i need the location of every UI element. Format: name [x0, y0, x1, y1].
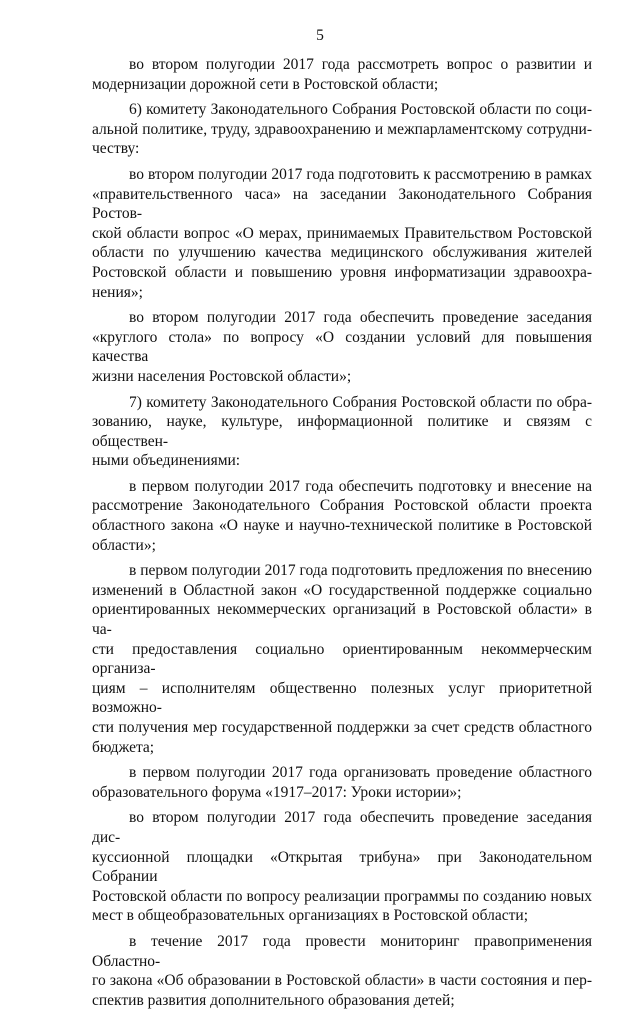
paragraph-line: 7) комитету Законодательного Собрания Ростовской области по обра- — [129, 393, 592, 411]
paragraph-line: жизни населения Ростовской области»; — [92, 367, 352, 385]
paragraph-line: альной политике, труду, здравоохранению и межпарламентскому сотрудни- — [92, 120, 592, 138]
paragraph-line: зованию, науке, культуре, информационной политике и связям с обществен- — [92, 413, 592, 450]
paragraph-line: рассмотрение Законодательного Собрания Ростовской области проекта — [92, 497, 592, 515]
paragraph-line: «правительственного часа» на заседании Законодательного Собрания Ростов- — [92, 185, 592, 223]
paragraph-line: ориентированных некоммерческих организаций в Ростовской области» в ча- — [92, 601, 592, 639]
paragraph — [92, 561, 592, 757]
paragraph-line: ской области вопрос «О мерах, принимаемых Правительством Ростовской — [92, 224, 592, 242]
paragraph-line: области»; — [92, 536, 156, 554]
paragraph-line: бюджета; — [92, 738, 155, 756]
paragraph-line: в течение 2017 года провести мониторинг правоприменения Областно- — [92, 932, 592, 970]
paragraph-line: области по улучшению качества медицинского обслуживания жителей — [92, 244, 592, 262]
paragraph — [92, 55, 592, 94]
paragraph-line: 6) комитету Законодательного Собрания Ростовской области по соци- — [129, 101, 592, 119]
paragraph-line: во втором полугодии 2017 года обеспечить проведение заседания — [129, 309, 592, 327]
paragraph-line: в первом полугодии 2017 года обеспечить подготовку и внесение на — [129, 477, 592, 495]
paragraph — [92, 393, 592, 471]
paragraph-line: Ростовской области и повышению уровня информатизации здравоохра- — [92, 263, 592, 281]
paragraph — [92, 808, 592, 926]
paragraph-line: честву: — [92, 140, 140, 158]
page-number: 5 — [316, 27, 324, 44]
paragraph-line: во втором полугодии 2017 года обеспечить проведение заседания дис- — [92, 809, 592, 846]
paragraph-line: ными объединениями: — [92, 452, 241, 470]
paragraph-line: образовательного форума «1917–2017: Уроки истории»; — [92, 783, 462, 801]
paragraph-line: «круглого стола» по вопросу «О создании условий для повышения качества — [92, 328, 592, 366]
paragraph-line: циям – исполнителям общественно полезных услуг приоритетной возможно- — [92, 679, 592, 717]
paragraph-line: го закона «Об образовании в Ростовской области» в части состояния и пер- — [92, 972, 592, 990]
paragraph-line: нения»; — [92, 283, 143, 301]
paragraph-line: спектив развития дополнительного образования детей; — [92, 991, 455, 1009]
document-body — [92, 55, 592, 1016]
paragraph-line: областного закона «О науке и научно-технической политике в Ростовской — [92, 517, 592, 535]
paragraph-line: куссионной площадки «Открытая трибуна» при Законодательном Собрании — [92, 848, 592, 886]
paragraph-line: сти предоставления социально ориентированным некоммерческим организа- — [92, 640, 592, 678]
paragraph-line: во втором полугодии 2017 года подготовить к рассмотрению в рамках — [129, 165, 592, 183]
paragraph-line: мест в общеобразовательных организациях в Ростовской области; — [92, 907, 529, 925]
paragraph — [92, 100, 592, 159]
paragraph-line: Ростовской области по вопросу реализации программы по созданию новых — [92, 887, 592, 905]
paragraph-line: в первом полугодии 2017 года организовать проведение областного — [129, 764, 592, 782]
paragraph-line: изменений в Областной закон «О государственной поддержке социально — [92, 581, 592, 599]
paragraph-line: модернизации дорожной сети в Ростовской области; — [92, 75, 439, 93]
paragraph — [92, 165, 592, 302]
paragraph-line: сти получения мер государственной поддержки за счет средств областного — [92, 719, 592, 736]
paragraph — [92, 763, 592, 802]
paragraph — [92, 477, 592, 555]
paragraph-line: во втором полугодии 2017 года рассмотреть вопрос о развитии и — [129, 56, 592, 73]
paragraph-line: в первом полугодии 2017 года подготовить предложения по внесению — [129, 562, 592, 580]
paragraph — [92, 932, 592, 1010]
paragraph — [92, 308, 592, 386]
